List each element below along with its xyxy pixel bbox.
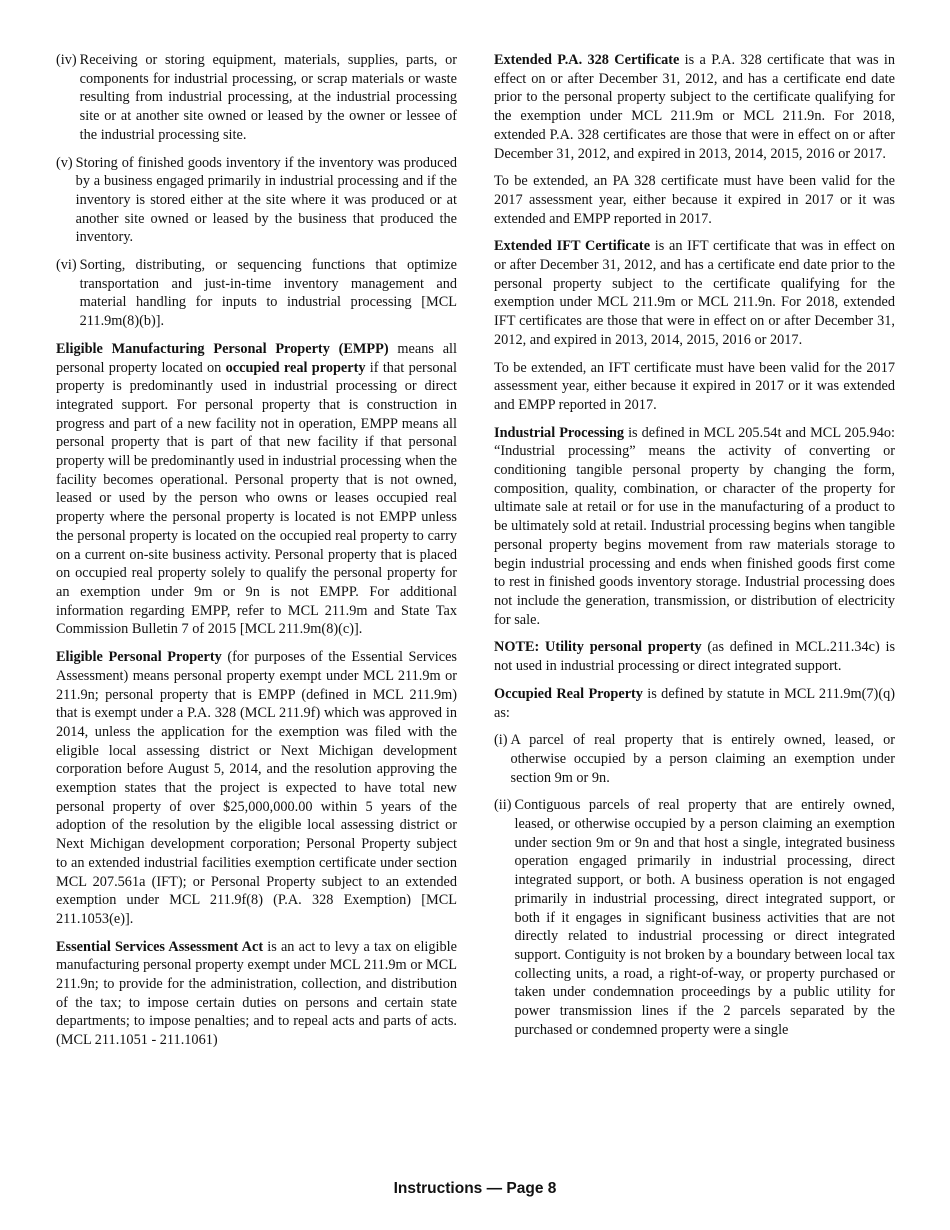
right-column — [494, 51, 895, 1048]
orp-text: is defined by statute in MCL 211.9m(7)(q) as: — [494, 685, 895, 721]
pa328-term: Extended P.A. 328 Certificate — [494, 52, 680, 68]
note-term: NOTE: Utility personal property — [494, 639, 702, 656]
esaa-text: is an act to levy a tax on eligible manufacturing personal property exempt under MCL 211.9m or MCL 211.9n; to provide for the administration, collection, and distribution of the tax; to impose certain duties on persons and certain state departments; to impose penalties; and to repeal acts and parts of acts. (MCL 211.1051 - 211.1061) — [56, 938, 457, 1049]
list-number: (vi) — [56, 257, 77, 274]
list-text: Contiguous parcels of real property that are entirely owned, leased, or otherwise occupied by a person claiming an exemption under section 9m or 9n and that host a single, integrated business operation engaged primarily in industrial processing, direct integrated support, or both. A business operation is not engaged primarily in industrial processing, direct integrated support, or both if it engages in significant business activities that are not directly related to industrial processing or direct integrated support. Contiguity is not broken by a boundary between local tax collecting units, a road, a right-of-way, or property purchased or taken under condemnation proceedings by a public utility for power transmission lines if the 2 parcels separated by the purchased or condemned property were a single — [514, 797, 895, 1038]
list-text: Sorting, distributing, or sequencing functions that optimize transportation and just-in-time inventory management and material handling for inputs to industrial processing [MCL 211.9m(8)(b)]. — [79, 257, 457, 330]
empp-term: Eligible Manufacturing Personal Property (EMPP) — [56, 340, 389, 357]
note-text: (as defined in MCL.211.34c) is not used in industrial processing or direct integrated support. — [494, 639, 896, 675]
list-number: (v) — [56, 154, 73, 171]
page-footer: Instructions — Page 8 — [393, 1180, 557, 1197]
list-item-v — [56, 154, 457, 248]
empp-text-c: if that personal property is predominantly used in industrial processing or direct integrated support. For personal property that is construction in progress and part of a new facility not in operation, EMPP means all personal property that is part of that new facility if that personal property will be predominantly used in industrial processing when the facility becomes operational. Personal property that is not owned, leased or used by the person who owns or leases occupied real property where the personal property is located is not EMPP unless the personal property is located on the occupied real property to carry on a current on-site business activity. Personal property that is placed on occupied real property solely to qualify the personal property for an exemption under 9m or 9n is not EMPP. For additional information regarding EMPP, refer to MCL 211.9m and State Tax Commission Bulletin 7 of 2015 [MCL 211.9m(8)(c)]. — [56, 359, 457, 638]
pa328-definition — [494, 51, 895, 163]
occupied-real-property-definition — [494, 685, 895, 722]
epp-text: (for purposes of the Essential Services Assessment) means personal property exempt under MCL 211.9m or 211.9n; personal property that is EMPP (defined in MCL 211.9m) that is exempt under a P.A. 328 (MCL 211.9f) which was approved in 2014, unless the application for the exemption was filed with the eligible local assessing district or Next Michigan development corporation before August 5, 2014, and the resolution approving the exemption states that the project is expected to have total new personal property of over $25,000,000.00 within 5 years of the adoption of the resolution by the eligible local assessing district or Next Michigan development corporation; Personal Property subject to an extended industrial facilities exemption certificate under section MCL 207.561a (IFT); or Personal Property subject to an extended exemption under MCL 211.9f(8) (P.A. 328 Exemption) [MCL 211.1053(e)]. — [56, 649, 457, 927]
empp-text-a: means all personal property located on — [56, 340, 457, 376]
epp-term: Eligible Personal Property — [56, 649, 222, 666]
ip-term: Industrial Processing — [494, 424, 625, 441]
ift-note: To be extended, an IFT certificate must have been valid for the 2017 assessment year, either because it expired in 2017 or it was extended and EMPP reported in 2017. — [494, 359, 895, 413]
ip-text: is defined in MCL 205.54t and MCL 205.94o: “Industrial processing” means the activity of converting or conditioning tangible personal property by changing the form, composition, quality, combination, or character of the property for ultimate sale at retail or for use in the manufacturing of a product to be ultimately sold at retail. Industrial processing begins when tangible personal property begins movement from raw materials storage to begin industrial processing and ends when finished goods first come to rest in finished goods inventory storage. Industrial processing does not include the generation, transmission, or distribution of electricity for sale. — [494, 424, 896, 628]
industrial-processing-definition — [494, 424, 895, 630]
list-item-i — [494, 731, 895, 787]
pa328-note: To be extended, an PA 328 certificate must have been valid for the 2017 assessment year, either because it expired in 2017 or it was extended and EMPP reported in 2017. — [494, 173, 895, 227]
list-item-ii — [494, 796, 895, 1039]
esaa-term: Essential Services Assessment Act — [56, 938, 264, 955]
empp-bold-phrase: occupied real property — [225, 359, 366, 376]
esaa-definition — [56, 938, 457, 1050]
list-number: (ii) — [494, 797, 512, 814]
epp-definition — [56, 648, 457, 929]
ift-term: Extended IFT Certificate — [494, 238, 651, 255]
list-item-iv — [56, 51, 457, 145]
ift-definition — [494, 237, 895, 349]
left-column — [56, 51, 457, 1059]
list-number: (i) — [494, 732, 508, 749]
list-text: Storing of finished goods inventory if the inventory was produced by a business engaged primarily in industrial processing and if the inventory is stored either at the site where it was produced or at another site owned or leased by the business that produced the inventory. — [75, 154, 457, 246]
list-item-vi — [56, 256, 457, 331]
list-text: Receiving or storing equipment, materials, supplies, parts, or components for industrial processing, or scrap materials or waste resulting from industrial processing, at the industrial processing site or at another site owned or leased by the owner or lessee of the industrial processing site. — [79, 52, 457, 143]
empp-definition — [56, 340, 457, 639]
list-number: (iv) — [56, 52, 77, 68]
pa328-text: is a P.A. 328 certificate that was in effect on or after December 31, 2012, and has a certificate end date prior to the personal property subject to the certificate qualifying for the exemption under MCL 211.9m or MCL 211.9n. For 2018, extended P.A. 328 certificates are those that were in effect on or after December 31, 2012, and expired in 2013, 2014, 2015, 2016 or 2017. — [494, 52, 895, 162]
list-text: A parcel of real property that is entirely owned, leased, or otherwise occupied by a person claiming an exemption under section 9m or 9n. — [510, 732, 895, 786]
orp-term: Occupied Real Property — [494, 685, 643, 702]
ift-text: is an IFT certificate that was in effect on or after December 31, 2012, and has a certificate end date prior to the personal property subject to the certificate qualifying for the exemption under MCL 211.9m or MCL 211.9n. For 2018, extended IFT certificates are those that were in effect on or after December 31, 2012, and expired in 2013, 2014, 2015, 2016 or 2017. — [494, 238, 896, 348]
utility-note — [494, 638, 895, 675]
